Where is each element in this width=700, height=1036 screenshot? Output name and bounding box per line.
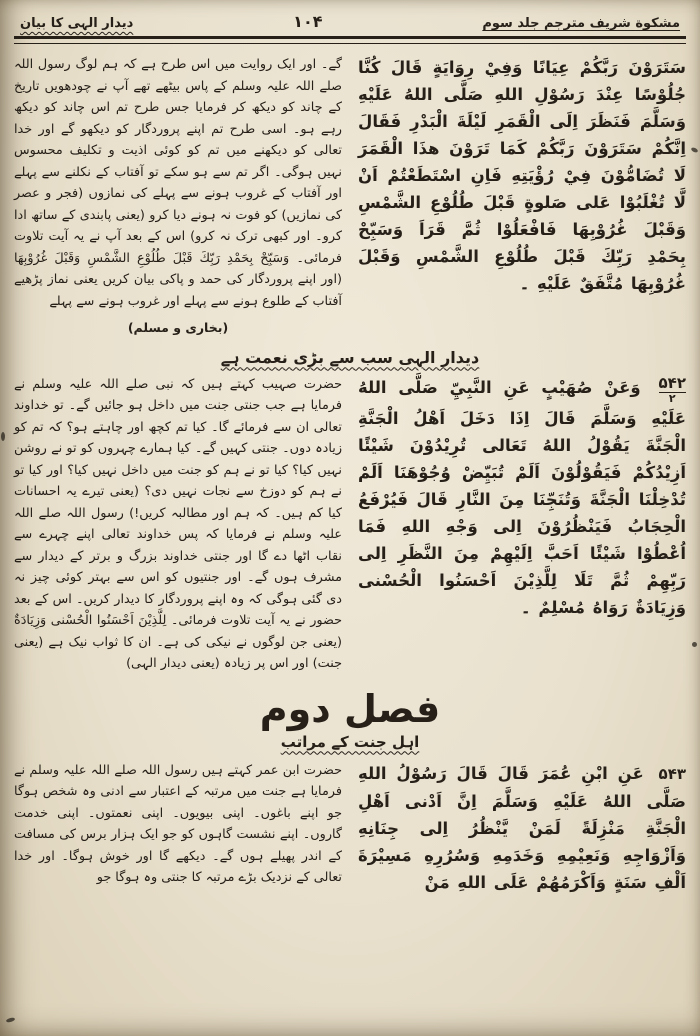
ink-speck — [6, 1017, 16, 1023]
hadith-block-542 — [14, 374, 686, 675]
arabic-body-542: وَعَنْ صُهَيْبٍ عَنِ النَّبِيِّ صَلَّى اللهُ عَلَيْهِ وَسَلَّمَ قَالَ اِذَا دَخَلَ اَهْلُ الْجَنَّةِ الْجَنَّةَ يَقُوْلُ اللهُ تَعَالى تُرِيْدُوْنَ شَيْئًا اَزِيْدُكُمْ فَيَقُوْلُوْنَ اَلَمْ تُبَيِّضْ وُجُوْهَنَا اَلَمْ تُدْخِلْنَا الْجَنَّةَ وَتُنَجِّنَا مِنَ النَّارِ قَالَ فَيُرْفَعُ الْحِجَابُ فَيَنْظُرُوْنَ اِلى وَجْهِ اللهِ فَمَا اُعْطُوْا شَيْئًا اَحَبَّ اِلَيْهِمْ مِنَ النَّظَرِ اِلى رَبِّهِمْ ثُمَّ تَلَا لِلَّذِيْنَ اَحْسَنُوا الْحُسْنى وَزِيَادَةٌ رَوَاهُ مُسْلِمٌ ۔ — [358, 377, 686, 618]
book-title: مشکوة شریف مترجم جلد سوم — [482, 16, 680, 31]
ink-speck — [690, 147, 698, 154]
ink-speck — [1, 432, 5, 441]
hadith-number-543: ۵۴۳ — [658, 764, 687, 783]
hadith-number-value: ۵۴۲ — [658, 373, 686, 392]
chapter-subtitle — [14, 733, 686, 751]
hadith-number-542 — [659, 374, 686, 406]
urdu-translation-543: حضرت ابن عمر کہتے ہیں رسول اللہ صلے اللہ علیہ وسلم نے فرمایا ہے جنت میں مرتبہ کے اعتبار سے ادنی وہ شخص ہوگا جو اپنے باغوں۔ اپنی بیویوں۔ اپنی نعمتوں۔ اپنی خدمت گاروں۔ اپنے نشست گاہوں کو جو ایک ہزار برس کی مسافت کے اندر پھیلے ہوں گے۔ دیکھے گا اور خوش ہوگا۔ اور خدا تعالی کے نزدیک بڑے مرتبہ کا جنتی وہ ہوگا جو — [14, 762, 342, 885]
chapter-name: دیدار الہی کا بیان — [20, 16, 134, 31]
header-rule — [14, 36, 686, 44]
page-number: ۱۰۴ — [293, 12, 323, 31]
urdu-translation-1 — [14, 54, 342, 339]
arabic-body-543: عَنِ ابْنِ عُمَرَ قَالَ قَالَ رَسُوْلُ اللهِ صَلَّى اللهُ عَلَيْهِ وَسَلَّمَ اِنَّ اَدْنى اَهْلِ الْجَنَّةِ مَنْزِلَةً لَمَنْ يَّنْظُرُ اِلى جِنَانِهِ وَاَزْوَاجِهِ وَنَعِيْمِهِ وَخَدَمِهِ وَسُرُرِهِ مَسِيْرَةَ اَلْفِ سَنَةٍ وَاَكْرَمُهُمْ عَلَى اللهِ مَنْ — [358, 763, 686, 892]
section-heading — [14, 348, 686, 367]
section-heading-text: دیدار الہی سب سے بڑی نعمت ہے — [220, 347, 480, 367]
arabic-text-1: سَتَرَوْنَ رَبَّكُمْ عِيَانًا وَفِيْ رِوَايَةٍ قَالَ كُنَّا جُلُوْسًا عِنْدَ رَسُوْلِ اللهِ صَلَّى اللهُ عَلَيْهِ وَسَلَّمَ فَنَظَرَ اِلَى الْقَمَرِ لَيْلَةَ الْبَدْرِ فَقَالَ اِنَّكُمْ سَتَرَوْنَ رَبَّكُمْ كَمَا تَرَوْنَ هذَا الْقَمَرَ لَا تُضَامُّوْنَ فِيْ رُؤْيَتِهِ فَاِنِ اسْتَطَعْتُمْ اَنْ لَّا تُغْلَبُوْا عَلى صَلوةٍ قَبْلَ طُلُوْعِ الشَّمْسِ وَقَبْلَ غُرُوْبِهَا فَافْعَلُوْا ثُمَّ قَرَاَ وَسَبِّحْ بِحَمْدِ رَبِّكَ قَبْلَ طُلُوْعِ الشَّمْسِ وَقَبْلَ غُرُوْبِهَا مُتَّفَقٌ عَلَيْهِ ۔ — [358, 58, 686, 293]
chapter-title: فصل دوم — [259, 686, 441, 731]
chapter-subtitle-text: اہل جنت کے مراتب — [280, 732, 420, 751]
arabic-text-543 — [358, 760, 686, 896]
arabic-text-542 — [358, 374, 686, 675]
urdu-translation-542: حضرت صہیب کہتے ہیں کہ نبی صلے اللہ علیہ وسلم نے فرمایا ہے جب جنتی جنت میں داخل ہو جائیں گے۔ تو خداوند تعالی ان سے فرمائے گا۔ کیا تم کچھ اور چاہتے ہو؟ کہ تم کو زیادہ دوں۔ جنتی کہیں گے۔ کیا ہمارے چہروں کو تو نے روشن نہیں کیا؟ کیا تو نے ہم کو جنت میں داخل نہیں کیا؟ اور کیا تو نے ہم کو دوزخ سے نجات نہیں دی؟ (یعنی تیرے یہ احسانات کیا کم ہیں۔ کہ ہم اور مطالبہ کریں!) رسول اللہ صلے اللہ علیہ وسلم نے فرمایا کہ پس خداوند تعالی اپنے چہرے سے نقاب اٹھا دے گا اور جنتی خداوند بزرگ و برتر کے دیدار سے مشرف ہوں گے۔ اور جنتیوں کو اس سے بہتر کوئی چیز نہ دی گئی ہوگی کہ وہ اپنے پروردگار کا دیدار کریں۔ اس کے بعد حضور نے یہ آیت تلاوت فرمائی۔ لِلَّذِيْنَ اَحْسَنُوا الْحُسْنى وَزِيَادَةٌ (یعنی جن لوگوں نے نیکی کی ہے۔ ان کا ثواب نیک ہے (یعنی جنت) اور اس پر زیادہ (یعنی دیدار الہی) — [14, 376, 342, 671]
urdu-text-1: گے۔ اور ایک روایت میں اس طرح ہے کہ ہم لوگ رسول اللہ صلے اللہ علیہ وسلم کے پاس بیٹھے تھے آپ نے چودھویں تاریخ کے چاند کو دیکھ کر فرمایا جس طرح تم اس چاند کو دیکھ رہے ہو۔ اسی طرح تم اپنے پروردگار کو دیکھو گے اور خدا تعالی کو دیکھنے میں تم کو کوئی اذیت و تکلیف محسوس نہیں ہوگی۔ اگر تم سے ہو سکے تو آفتاب کے نکلنے سے پہلے اور آفتاب کے غروب ہونے سے پہلے کی نمازوں (فجر و عصر کی نمازیں) کو فوت نہ ہونے دیا کرو (یعنی پابندی کے ساتھ ادا کرو۔ اور کبھی ترک نہ کرو) اس کے بعد آپ نے یہ آیت تلاوت فرمائی۔ وَسَبِّحْ بِحَمْدِ رَبِّكَ قَبْلَ طُلُوْعِ الشَّمْسِ وَقَبْلَ غُرُوْبِهَا (اور اپنے پروردگار کی حمد و پاکی بیان کریں یعنی نماز پڑھیے آفتاب کے طلوع ہونے سے پہلے اور غروب ہونے سے پہلے — [14, 57, 342, 309]
hadith-block-1 — [14, 54, 686, 339]
hadith-number-note: ۲ — [668, 392, 676, 406]
page-header — [14, 10, 686, 36]
ink-speck — [692, 642, 697, 647]
source-citation: (بخاری و مسلم) — [127, 320, 229, 335]
hadith-block-543 — [14, 760, 686, 896]
